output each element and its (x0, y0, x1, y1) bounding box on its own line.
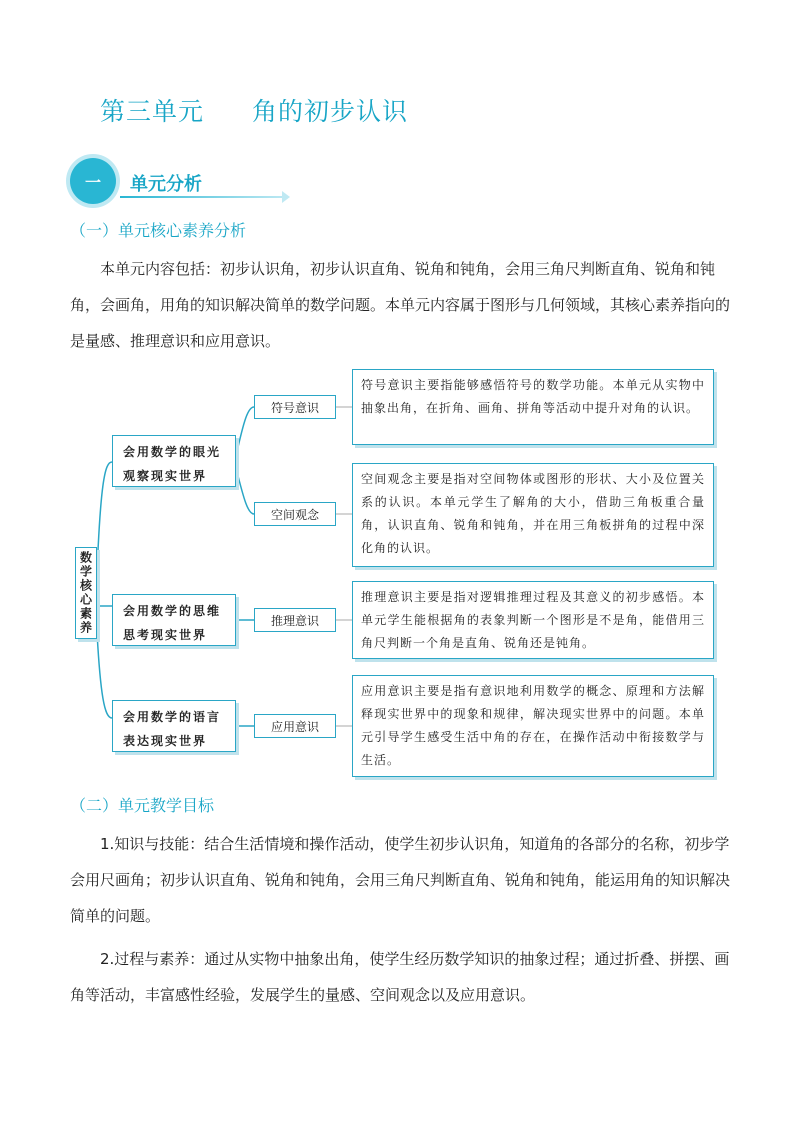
level2-node-symbol: 符号意识 (254, 395, 336, 419)
section-number-badge: 一 (70, 158, 116, 204)
desc-space: 空间观念主要是指对空间物体或图形的形状、大小及位置关系的认识。本单元学生了解角的大小，借助三角板重合量角，认识直角、锐角和钝角，并在用三角板拼角的过程中深化角的认识。 (352, 463, 714, 567)
level2-node-reasoning: 推理意识 (254, 608, 336, 632)
section-heading: 单元分析 (130, 174, 202, 195)
level1-node-think: 会用数学的思维思考现实世界 (112, 594, 236, 646)
goal-process-literacy: 2.过程与素养：通过从实物中抽象出角，使学生经历数学知识的抽象过程；通过折叠、拼摆、画角等活动，丰富感性经验，发展学生的量感、空间观念以及应用意识。 (70, 950, 730, 1004)
level1-node-express: 会用数学的语言表达现实世界 (112, 700, 236, 752)
connector-root-l1a (96, 462, 112, 600)
level2-node-application: 应用意识 (254, 714, 336, 738)
subheading-core-literacy: （一）单元核心素养分析 (70, 221, 247, 240)
connector-l1a-l2b (236, 468, 254, 514)
connector-root-l1c (96, 612, 112, 718)
level2-node-space: 空间观念 (254, 502, 336, 526)
desc-reasoning: 推理意识主要是指对逻辑推理过程及其意义的初步感悟。本单元学生能根据角的表象判断一个图形是不是角，能借用三角尺判断一个角是直角、锐角还是钝角。 (352, 581, 714, 659)
desc-symbol: 符号意识主要指能够感悟符号的数学功能。本单元从实物中抽象出角，在折角、画角、拼角等活动中提升对角的认识。 (352, 369, 714, 445)
level1-node-observe: 会用数学的眼光观察现实世界 (112, 435, 236, 487)
root-node: 数学核心素养 (75, 547, 97, 639)
paragraph-unit-content: 本单元内容包括：初步认识角，初步认识直角、锐角和钝角，会用三角尺判断直角、锐角和钝角，会画角，用角的知识解决简单的数学问题。本单元内容属于图形与几何领域，其核心素养指向的是量感、推理意识和应用意识。 (70, 260, 731, 350)
desc-application: 应用意识主要是指有意识地利用数学的概念、原理和方法解释现实世界中的现象和规律，解决现实世界中的问题。本单元引导学生感受生活中角的存在，在操作活动中衔接数学与生活。 (352, 675, 714, 777)
goal-knowledge-skills: 1.知识与技能：结合生活情境和操作活动，使学生初步认识角，知道角的各部分的名称，初步学会用尺画角；初步认识直角、锐角和钝角，会用三角尺判断直角、锐角和钝角，能运用角的知识解决简单的问题。 (70, 835, 731, 925)
connector-l1a-l2a (236, 407, 254, 456)
unit-name: 角的初步认识 (252, 97, 409, 126)
subheading-teaching-goals: （二）单元教学目标 (70, 796, 215, 815)
unit-number: 第三单元 (100, 97, 205, 126)
